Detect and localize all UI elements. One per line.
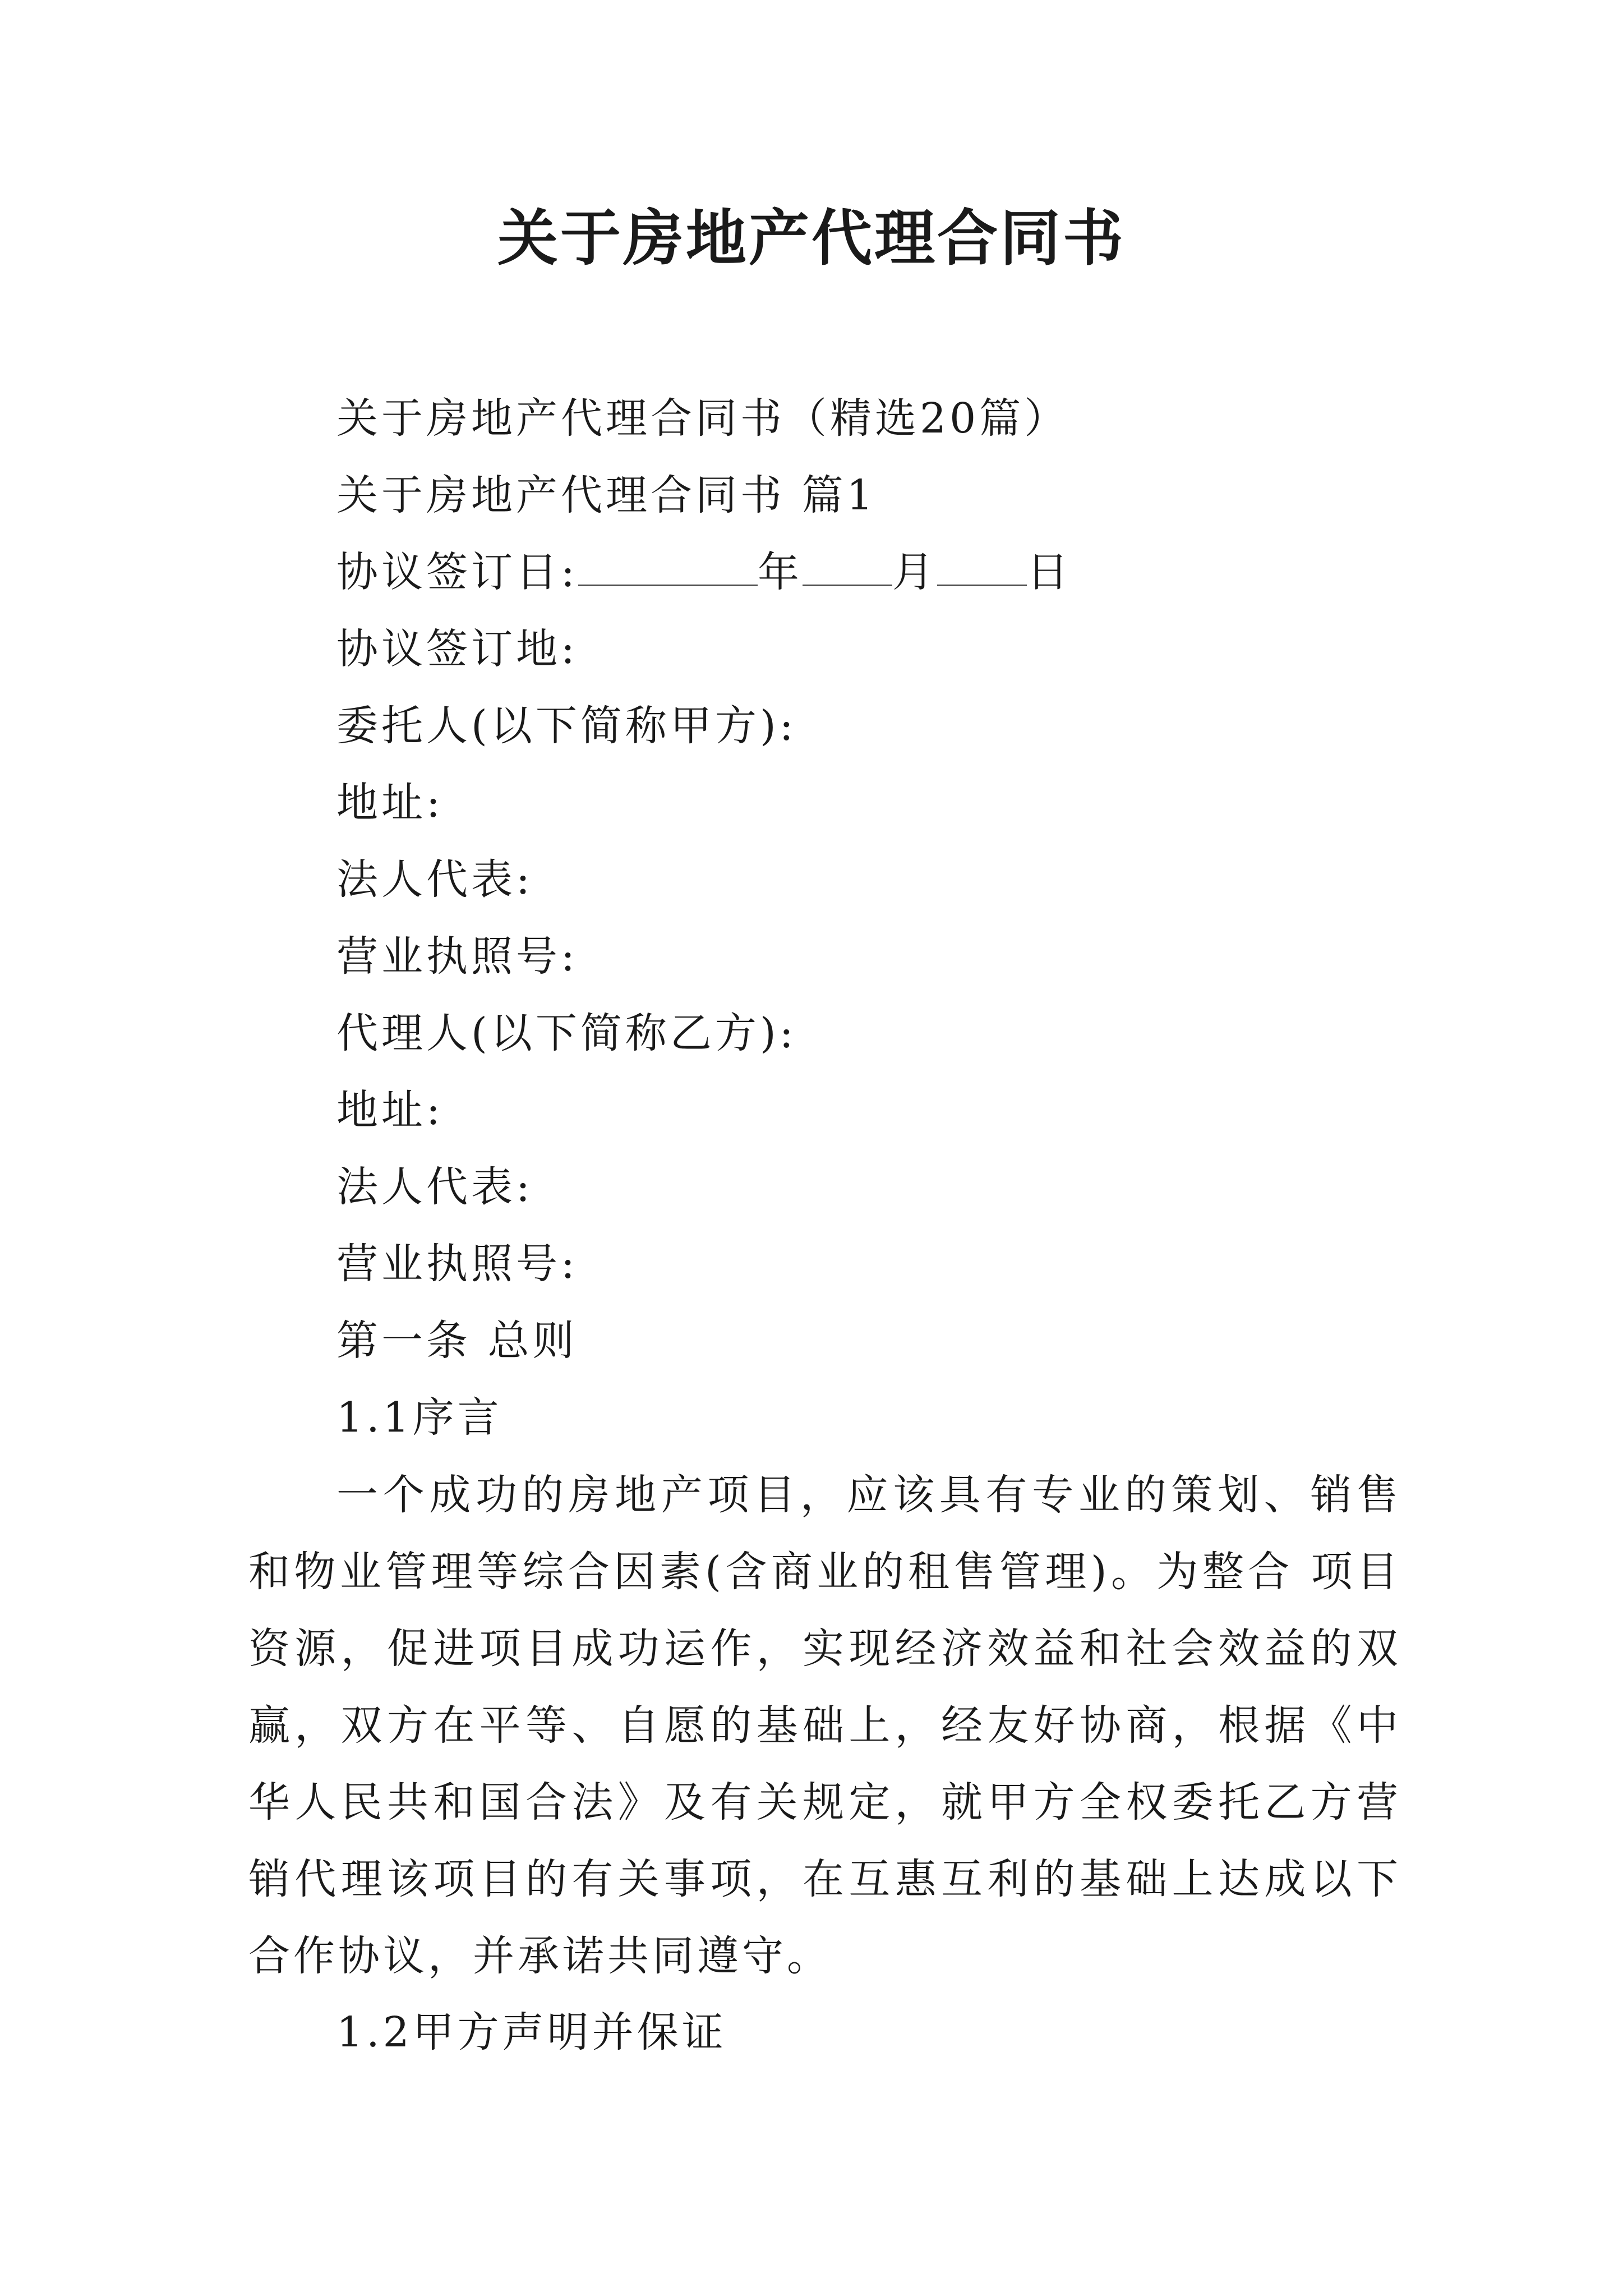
article-heading: 关于房地产代理合同书 篇1 bbox=[336, 471, 877, 519]
signing-date-label: 协议签订日: bbox=[336, 548, 578, 596]
day-label: 日 bbox=[1026, 548, 1072, 596]
party-b-label: 代理人(以下简称乙方): bbox=[336, 1009, 797, 1057]
party-b-legal-rep: 法人代表: bbox=[336, 1163, 533, 1211]
party-b-license: 营业执照号: bbox=[336, 1240, 578, 1288]
section-1-2-heading: 1.2甲方声明并保证 bbox=[336, 2008, 727, 2056]
party-a-license: 营业执照号: bbox=[336, 932, 578, 981]
party-a-label: 委托人(以下简称甲方): bbox=[336, 702, 797, 750]
subtitle: 关于房地产代理合同书（精选20篇） bbox=[336, 394, 1069, 443]
day-blank bbox=[937, 547, 1027, 586]
document-title: 关于房地产代理合同书 bbox=[497, 203, 1126, 274]
document-header-lines bbox=[336, 380, 1458, 1456]
year-blank bbox=[578, 547, 758, 586]
section-1-1-heading: 1.1序言 bbox=[336, 1393, 502, 1442]
section-1-heading: 第一条 总则 bbox=[336, 1317, 578, 1365]
month-blank bbox=[803, 547, 892, 586]
party-b-address: 地址: bbox=[336, 1086, 444, 1134]
preface-paragraph: 一个成功的房地产项目，应该具有专业的策划、销售和物业管理等综合因素(含商业的租售管理)。为整合 项目资源，促进项目成功运作，实现经济效益和社会效益的双赢，双方在平等、自愿的基础上，经友好协商，根据《中华人民共和国合法》及有关规定，就甲方全权委托乙方营销代理该项目的有关事项，在互惠互利的基础上达成以下合作协议，并承诺共同遵守。 bbox=[248, 1471, 1401, 1980]
month-label: 月 bbox=[892, 548, 937, 596]
signing-date-line bbox=[336, 534, 1458, 611]
year-label: 年 bbox=[757, 548, 803, 596]
signing-place: 协议签订地: bbox=[336, 625, 578, 673]
party-a-legal-rep: 法人代表: bbox=[336, 855, 533, 904]
party-a-address: 地址: bbox=[336, 779, 444, 827]
